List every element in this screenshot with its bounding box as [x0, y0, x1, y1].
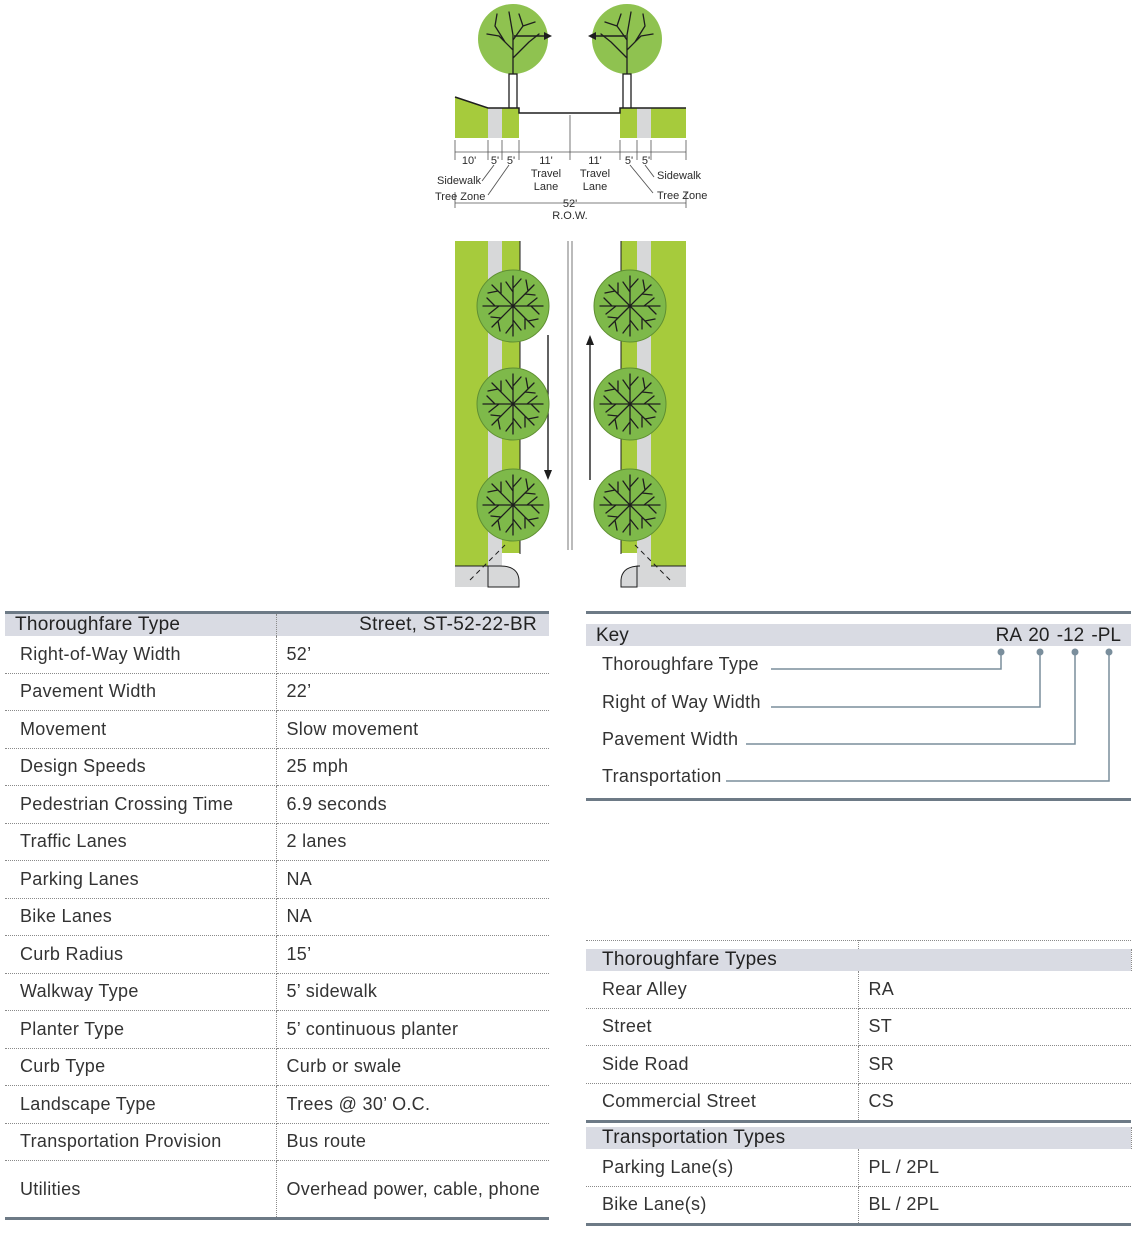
thoroughfare-type-row-value: RA	[858, 971, 1131, 1008]
plan-tree-right-1	[594, 270, 666, 342]
thoroughfare-type-row-value: SR	[858, 1046, 1131, 1084]
key-code: RA 20 -12 -PL	[995, 625, 1121, 646]
spec-row-value: 25 mph	[276, 748, 549, 786]
spec-row-label: Landscape Type	[5, 1086, 276, 1124]
spec-row-label: Right-of-Way Width	[5, 636, 276, 673]
spec-row-label: Walkway Type	[5, 973, 276, 1011]
spec-row-value: 6.9 seconds	[276, 786, 549, 824]
dim-travel-lane-left: 11'	[539, 155, 553, 167]
transportation-type-row	[586, 1186, 1131, 1225]
plan-tree-left-2	[477, 368, 549, 440]
spec-row	[5, 823, 549, 861]
spec-header-label: Thoroughfare Type	[5, 613, 276, 637]
dim-travel-lane-right: 11'	[588, 155, 602, 167]
spec-row-value: 5’ sidewalk	[276, 973, 549, 1011]
key-panel	[586, 611, 1131, 801]
types-table-spacer	[586, 941, 1131, 950]
spec-row	[5, 1048, 549, 1086]
sidewalk-label-right: Sidewalk	[657, 170, 702, 182]
plan-tree-left-1	[477, 270, 549, 342]
spec-row-value: Overhead power, cable, phone	[286, 1178, 541, 1199]
spec-row-label: Transportation Provision	[5, 1123, 276, 1161]
spec-row-label: Pedestrian Crossing Time	[5, 786, 276, 824]
transportation-type-row-label: Parking Lane(s)	[586, 1149, 858, 1186]
plan-tree-right-2	[594, 368, 666, 440]
spec-row-value: Trees @ 30’ O.C.	[276, 1086, 549, 1124]
thoroughfare-type-row-label: Commercial Street	[586, 1083, 858, 1122]
spec-table	[5, 611, 549, 1220]
types-table	[586, 940, 1132, 1226]
spec-row	[5, 973, 549, 1011]
key-item-pavement-width: Pavement Width	[602, 729, 739, 749]
dim-tree-zone-left: 5'	[506, 155, 516, 167]
row-width-label: 52'	[562, 198, 578, 210]
row-label: R.O.W.	[552, 210, 588, 222]
key-item-transportation: Transportation	[602, 766, 722, 786]
spec-row	[5, 1123, 549, 1161]
spec-row	[5, 673, 549, 711]
spec-row-value: NA	[276, 898, 549, 936]
spec-row-value: Curb or swale	[276, 1048, 549, 1086]
tree-elevation-right	[588, 4, 662, 109]
spec-row-label: Traffic Lanes	[5, 823, 276, 861]
sidewalk-label-left: Sidewalk	[437, 175, 482, 187]
transportation-types-header	[586, 1127, 1131, 1149]
spec-row	[5, 898, 549, 936]
dim-sidewalk-outer-left: 10'	[461, 155, 477, 167]
spec-row	[5, 1086, 549, 1124]
thoroughfare-type-row	[586, 1046, 1131, 1084]
dim-tree-zone-right: 5'	[624, 155, 634, 167]
thoroughfare-type-row-label: Street	[586, 1008, 858, 1046]
spec-row-value: NA	[276, 861, 549, 899]
thoroughfare-type-row	[586, 1008, 1131, 1046]
spec-row	[5, 861, 549, 899]
thoroughfare-types-header	[586, 949, 1131, 971]
spec-table-header	[5, 613, 549, 637]
spec-row-label: Planter Type	[5, 1011, 276, 1049]
thoroughfare-type-row	[586, 971, 1131, 1008]
transportation-type-row	[586, 1149, 1131, 1186]
spec-row-label: Curb Type	[5, 1048, 276, 1086]
key-item-thoroughfare-type: Thoroughfare Type	[602, 654, 759, 674]
travel-lane-label-right-2: Lane	[582, 181, 608, 193]
spec-row-value: Slow movement	[276, 711, 549, 749]
spec-row	[5, 748, 549, 786]
spec-header-value: Street, ST-52-22-BR	[276, 613, 549, 637]
street-diagram	[0, 0, 1138, 600]
spec-row-label: Bike Lanes	[5, 898, 276, 936]
spec-row-label: Parking Lanes	[5, 861, 276, 899]
transportation-types-title: Transportation Types	[586, 1127, 1131, 1149]
tree-elevation-left	[478, 4, 552, 109]
spec-row	[5, 936, 549, 974]
spec-row-label: Curb Radius	[5, 936, 276, 974]
dim-sidewalk-right: 5'	[641, 155, 651, 167]
thoroughfare-types-title: Thoroughfare Types	[586, 949, 1131, 971]
types-spacer-cell	[858, 941, 1131, 950]
cross-section	[455, 4, 686, 208]
spec-row	[5, 711, 549, 749]
plan-tree-right-3	[594, 469, 666, 541]
key-title: Key	[596, 625, 629, 646]
spec-row-label: Design Speeds	[5, 748, 276, 786]
spec-row	[5, 636, 549, 673]
spec-row-label: Movement	[5, 711, 276, 749]
travel-lane-label-right-1: Travel	[579, 168, 611, 180]
thoroughfare-type-row-label: Rear Alley	[586, 971, 858, 1008]
spec-row-value: Bus route	[276, 1123, 549, 1161]
spec-row-value: 52’	[276, 636, 549, 673]
tree-zone-label-right: Tree Zone	[657, 190, 708, 202]
thoroughfare-type-row-label: Side Road	[586, 1046, 858, 1084]
dim-sidewalk-left: 5'	[490, 155, 500, 167]
spec-row-value: 22’	[276, 673, 549, 711]
spec-row-value: 2 lanes	[276, 823, 549, 861]
thoroughfare-type-row-value: ST	[858, 1008, 1131, 1046]
plan-view	[455, 241, 686, 587]
spec-row	[5, 1011, 549, 1049]
spec-row-value: 15’	[276, 936, 549, 974]
transportation-type-row-label: Bike Lane(s)	[586, 1186, 858, 1225]
thoroughfare-type-row-value: CS	[858, 1083, 1131, 1122]
travel-lane-label-left-2: Lane	[533, 181, 559, 193]
spec-row-label: Utilities	[5, 1161, 276, 1219]
tree-zone-label-left: Tree Zone	[435, 191, 486, 203]
spec-row-value: 5’ continuous planter	[276, 1011, 549, 1049]
transportation-type-row-value: PL / 2PL	[858, 1149, 1131, 1186]
plan-tree-left-3	[477, 469, 549, 541]
types-spacer-cell	[586, 941, 858, 950]
spec-row-label: Pavement Width	[5, 673, 276, 711]
thoroughfare-type-row	[586, 1083, 1131, 1122]
transportation-type-row-value: BL / 2PL	[868, 1194, 940, 1215]
travel-lane-label-left-1: Travel	[530, 168, 562, 180]
key-item-right-of-way-width: Right of Way Width	[602, 692, 761, 712]
spec-row	[5, 786, 549, 824]
spec-row	[5, 1161, 549, 1219]
